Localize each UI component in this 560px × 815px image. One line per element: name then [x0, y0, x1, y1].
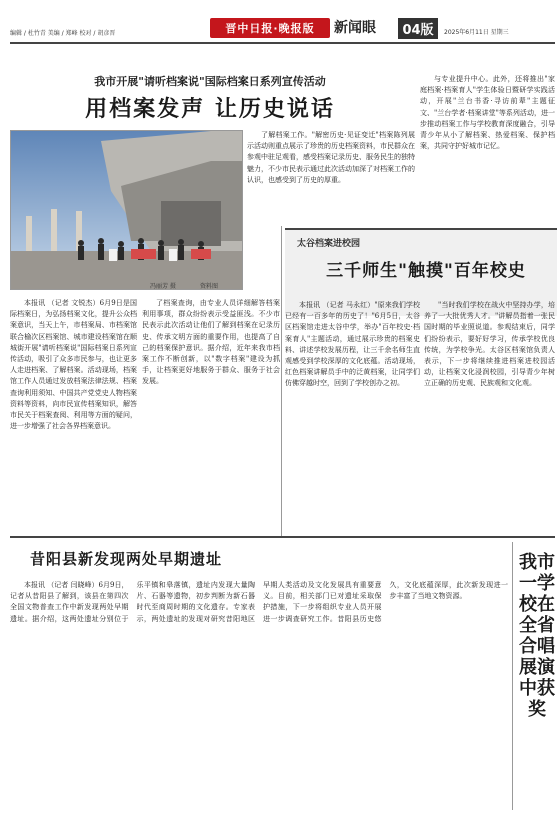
article1-paragraph: 本报讯 （记者 文锐杰）6月9日是国际档案日，为弘扬档案文化，提升公众档案意识，当天上午，市档案局、市档案馆联合榆次区档案馆、城市建设档案馆在顺城街开展"请听档案说"国际档案日系列宣传活动，吸引了众多市民参与，也让更多人走进档案、了解档案。活动现场，档案馆工作人员通过发放档案法律法规、档案查询利用须知、中国共产党党史人物档案资料等资料，向市民宣传档案知识，解答市民关于档案查阅、利用等方面的疑问，进一步增强了社会各界档案意识。	[10, 299, 137, 431]
column-divider	[281, 226, 282, 536]
article3-paragraph: 本报讯 （记者 闫晓峰）6月9日，记者从昔阳县了解到，该县在第四次全国文物普查工作中新发现两处早期遗址。据介绍，这两处遗址分别位于乐平镇和皋落镇，遗址内发现大量陶片、石器等遗物，初步判断为新石器时代至商周时期的文化遗存。专家表示，两处遗址的发现对研究昔阳地区早期人类活动及文化发展具有重要意义。目前，相关部门已对遗址采取保护措施，下一步将组织专业人员开展进一步调查研究工作。昔阳县历史悠久，文化底蕴深厚，此次新发现进一步丰富了当地文物资源。	[10, 581, 508, 623]
photo-credit: 资料图	[200, 283, 219, 290]
article4-headline: 我市一学校在全省合唱展演中获奖	[519, 552, 555, 720]
article1-column-right	[247, 130, 415, 222]
article1-column-1	[10, 298, 137, 532]
article1-headline: 用档案发声 让历史说话	[85, 97, 335, 122]
archive-day-photo	[10, 130, 243, 290]
photo-illustration	[11, 131, 243, 290]
article2-headline: 三千师生"触摸"百年校史	[326, 261, 526, 281]
article3-headline: 昔阳县新发现两处早期遗址	[30, 550, 223, 568]
article2-column-2	[424, 300, 555, 532]
article1-column-2	[142, 298, 280, 532]
article2-kicker: 太谷档案进校园	[297, 239, 361, 249]
article1-paragraph: 与专业提升中心。此外，还将推出"家庭档案·档案育人"学生体验日暨研学实践活动，开展"兰台书香·寻访前辈"主题征文、"兰台学者·档案讲堂"等系列活动，进一步推动档案工作与学校教育深度融合，引导青少年从小了解档案、热爱档案、保护档案，共同守护好城市记忆。	[420, 75, 555, 151]
newspaper-logo: 晋中日报·晚报版	[210, 18, 330, 38]
page-number: 04版	[398, 18, 438, 39]
article2-paragraph: "当时我们学校在战火中坚持办学，培养了一大批优秀人才。"讲解员指着一张民国时期的毕业照说道。参观结束后，同学们纷纷表示，要好好学习，传承学校优良传统，为学校争光。太谷区档案馆负责人表示，下一步将继续推进档案进校园活动，让档案文化浸润校园，引导青少年树立正确的历史观、民族观和文化观。	[424, 301, 555, 388]
section-title: 新闻眼	[334, 20, 376, 36]
issue-date: 2025年6月11日 星期三	[444, 29, 509, 36]
article2-column-1	[285, 300, 420, 532]
article1-column-far-right	[420, 74, 555, 224]
editor-credits: 编辑 / 杜竹青 美编 / 郑峰 校对 / 胡彦晋	[10, 30, 116, 37]
header-rule	[10, 42, 555, 44]
article3-body	[10, 580, 508, 805]
article1-paragraph: 了档案查询，由专业人员详细解答档案利用事项，群众纷纷表示受益匪浅。不少市民表示此次活动让他们了解到档案在记录历史、传承文明方面的重要作用，也提高了自己的档案保护意识。据介绍，近年来我市档案工作不断创新，以"数字档案"建设为抓手，让档案更好地服务于群众、服务于社会发展。	[142, 299, 280, 386]
photo-caption: 冯丽芳 摄	[150, 283, 176, 290]
article1-paragraph: 了解档案工作。"解密历史·见证变迁"档案陈列展示活动则重点展示了珍贵的历史档案资料，市民群众在参观中驻足观看，感受档案记录历史、服务民生的独特魅力，不少市民表示通过此次活动加深了对档案工作的认识，也感受到了历史的厚重。	[247, 131, 415, 184]
article1-kicker: 我市开展"请听档案说"国际档案日系列宣传活动	[94, 75, 326, 88]
column-divider	[512, 542, 513, 810]
section-rule	[10, 536, 555, 538]
article2-paragraph: 本报讯 （记者 马永红）"原来我们学校已经有一百多年的历史了！"6月5日，太谷区档案馆走进太谷中学，举办"百年校史·档案育人"主题活动，通过展示珍贵的档案史料、讲述学校发展历程，让三千余名师生直观感受到学校深厚的文化底蕴。活动现场，红色档案讲解员手中的泛黄档案，让同学们仿佛穿越时空，回到了学校创办之初。	[285, 301, 420, 388]
